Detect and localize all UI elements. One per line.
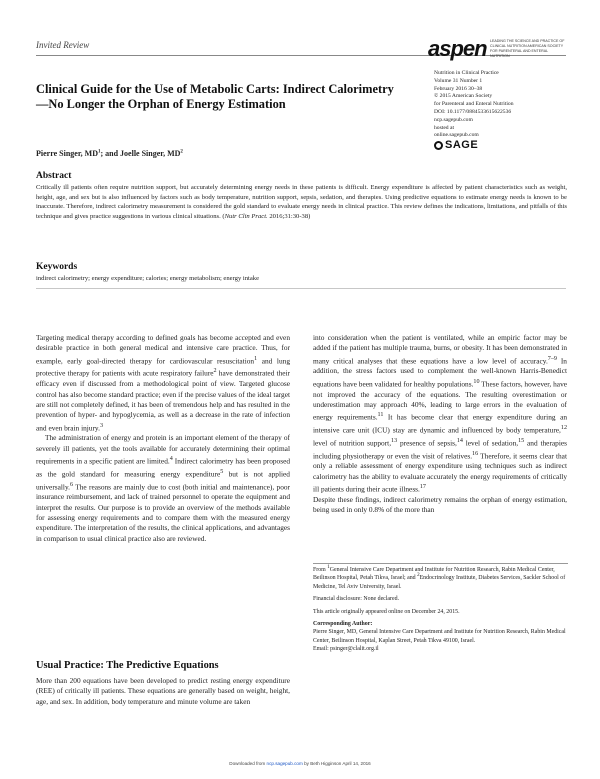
affiliations [313, 566, 568, 658]
abstract-heading: Abstract [36, 171, 72, 181]
meta-copyright: © 2015 American Society [434, 93, 493, 100]
meta-date-pages: February 2016 30–38 [434, 85, 483, 92]
meta-doi[interactable]: DOI: 10.1177/0884533615622536 [434, 108, 512, 115]
author-line [36, 149, 183, 158]
article-title: Clinical Guide for the Use of Metabolic Carts: Indirect Calorimetry—No Longer the Orphan of Energy Estimation [36, 82, 394, 111]
paragraph: The administration of energy and protein is an important element of the therapy of severely ill patients, yet the tools available for accurately determining their optimal requirements in a specific patient are limited.$^4$ Indirect calorimetry has been proposed as the gold standard for measuring energy expenditure$^5$ but is not applied universally.$^6$ The reasons are mainly due to cost (both initial and maintenance), poor insurance reimbursement, and lack of trained personnel to operate the equipment and interpret the results. Our purpose is to provide an overview of the methods available for assessing energy requirements and to compare them with the measured energy expenditure. The interpretation of the results, the clinical applications, and advantages in comparison to usual clinical practice also are reviewed. [36, 433, 290, 543]
meta-society: for Parenteral and Enteral Nutrition [434, 101, 514, 108]
keywords-heading: Keywords [36, 262, 78, 272]
aspen-logo-word: aspen [428, 36, 487, 61]
body-column-left [36, 333, 290, 544]
affiliation-rule [313, 563, 568, 564]
usual-practice-text [36, 676, 290, 707]
financial-disclosure: Financial disclosure: None declared. [313, 596, 400, 603]
footer-link[interactable]: ncp.sagepub.com [266, 761, 303, 766]
aspen-logo-tagline: LEADING THE SCIENCE AND PRACTICE OF CLINICAL NUTRITION AMERICAN SOCIETY FOR PARENTERAL AND ENTERAL NUTRITION [490, 39, 565, 58]
online-date: This article originally appeared online on December 24, 2015. [313, 608, 460, 615]
corresponding-text: Pierre Singer, MD, General Intensive Care Department and Institute for Nutrition Research, Rabin Medical Center, Beilinson Hospital, Kaplan Street, Petah Tikva 49100, Israel. [313, 629, 566, 644]
keywords-rule [36, 288, 566, 289]
meta-hosted: hosted at [434, 124, 455, 131]
author-2-affil: 2 [180, 149, 183, 155]
corresponding-heading: Corresponding Author: [313, 621, 373, 628]
aspen-logo [428, 36, 568, 60]
meta-volume: Volume 31 Number 1 [434, 77, 483, 84]
abstract-citation: 2016;31:30-38) [267, 212, 311, 220]
sage-logo-icon [434, 141, 443, 150]
corresponding-email[interactable]: Email: psinger@clalit.org.il [313, 646, 379, 653]
author-2: ; and Joelle Singer, MD [100, 149, 181, 158]
meta-online[interactable]: online.sagepub.com [434, 132, 479, 139]
paragraph: More than 200 equations have been developed to predict resting energy expenditure (REE) of critically ill patients. These equations are generally based on weight, height, age, and sex. In addition, body temperature and minute volume are taken [36, 676, 290, 706]
abstract-text: Critically ill patients often require nutrition support, but accurately determining energy needs in these patients is difficult. Energy expenditure is affected by patient characteristics such as weight, height, age, and sex but is also influenced by factors such as body temperature, nutrition support, sepsis, sedation, and therapies. Using predictive equations to estimate energy needs is known to be inaccurate. Therefore, indirect calorimetry measurement is considered the gold standard to evaluate energy needs in clinical practice. This review defines the indications, limitations, and pitfalls of this technique and gives practice suggestions in various clinical situations. (Nutr Clin Pract. 2016;31:30-38) [36, 184, 567, 220]
paragraph: into consideration when the patient is ventilated, while an empiric factor may be added if the patient has multiple trauma, burns, or obesity. It has been demonstrated in many critical analyses that these equations have a low level of accuracy.$^{7-9}$ In addition, the stress factors used to complement the well-known Harris-Benedict equations have been validated for healthy populations.$^{10}$ These factors, however, have not improved the accuracy of the equations. The resulting overestimation or underestimation may approach 40%, leading to large errors in the evaluation of energy requirements.$^{11}$ It has become clear that energy expenditure during an intensive care unit (ICU) stay are dynamic and influenced by body temperature,$^{12}$ level of nutrition support,$^{13}$ presence of sepsis,$^{14}$ level of sedation,$^{15}$ and therapies including physiotherapy or even the visit of relatives.$^{16}$ Therefore, it seems clear that only a reliable assessment of energy expenditure using techniques such as indirect calorimetry has the ability to evaluate accurately the energy requirements of critically ill patients during their acute illness.$^{17}$ [313, 333, 567, 494]
sage-logo [434, 138, 570, 151]
author-1-affil: 1 [97, 149, 101, 155]
affiliation-from: From $^1$General Intensive Care Department and Institute for Nutrition Research, Rabin Medical Center, Beilinson Hospital, Petah Tikva, Israel; and $^2$Endocrinology Institute, Diabetes Services, Sackler School of Medicine, Tel Aviv University, Israel. [313, 565, 566, 590]
paragraph: Despite these findings, indirect calorimetry remains the orphan of energy estimation, being used in only 0.8% of the more than [313, 494, 567, 515]
meta-journal: Nutrition in Clinical Practice [434, 70, 499, 76]
paragraph: Targeting medical therapy according to defined goals has become accepted and even desirable practice in both general medical and intensive care practice. Thus, for example, early goal-directed therapy for cardiovascular resuscitation$^1$ and lung protective therapy for patients with acute respiratory failure$^2$ have demonstrated their efficacy even if discussed from a methodological point of view. Targeted glucose control has also become standard practice; even if the precise values of the ideal target are still not completely defined, it has been of tremendous help and has resulted in the prevention of hyper- and hypoglycemia, as well as a decrease in the rate of infection and even brain injury.$^3$ [36, 333, 290, 433]
body-column-right [313, 333, 567, 516]
meta-site[interactable]: ncp.sagepub.com [434, 116, 473, 123]
usual-practice-heading: Usual Practice: The Predictive Equations [36, 660, 219, 671]
journal-meta [434, 70, 570, 150]
abstract-citation-journal: Nutr Clin Pract. [224, 212, 268, 220]
author-1: Pierre Singer, MD [36, 149, 98, 158]
download-footer: Downloaded from ncp.sagepub.com by Beth Higginson April 14, 2016 [229, 761, 371, 766]
keywords-text: indirect calorimetry; energy expenditure; calories; energy metabolism; energy intake [36, 275, 260, 282]
section-label: Invited Review [36, 40, 90, 50]
sage-logo-word: SAGE [445, 138, 479, 151]
abstract-body: Critically ill patients often require nutrition support, but accurately determining energy needs in these patients is difficult. Energy expenditure is affected by patient characteristics such as weight, height, age, and sex but is also influenced by factors such as body temperature, nutrition support, sepsis, sedation, and therapies. Using predictive equations to estimate energy needs is known to be inaccurate. Therefore, indirect calorimetry measurement is considered the gold standard to evaluate energy needs in clinical practice. This review defines the indications, limitations, and pitfalls of this technique and gives practice suggestions in various clinical situations. [36, 184, 567, 220]
